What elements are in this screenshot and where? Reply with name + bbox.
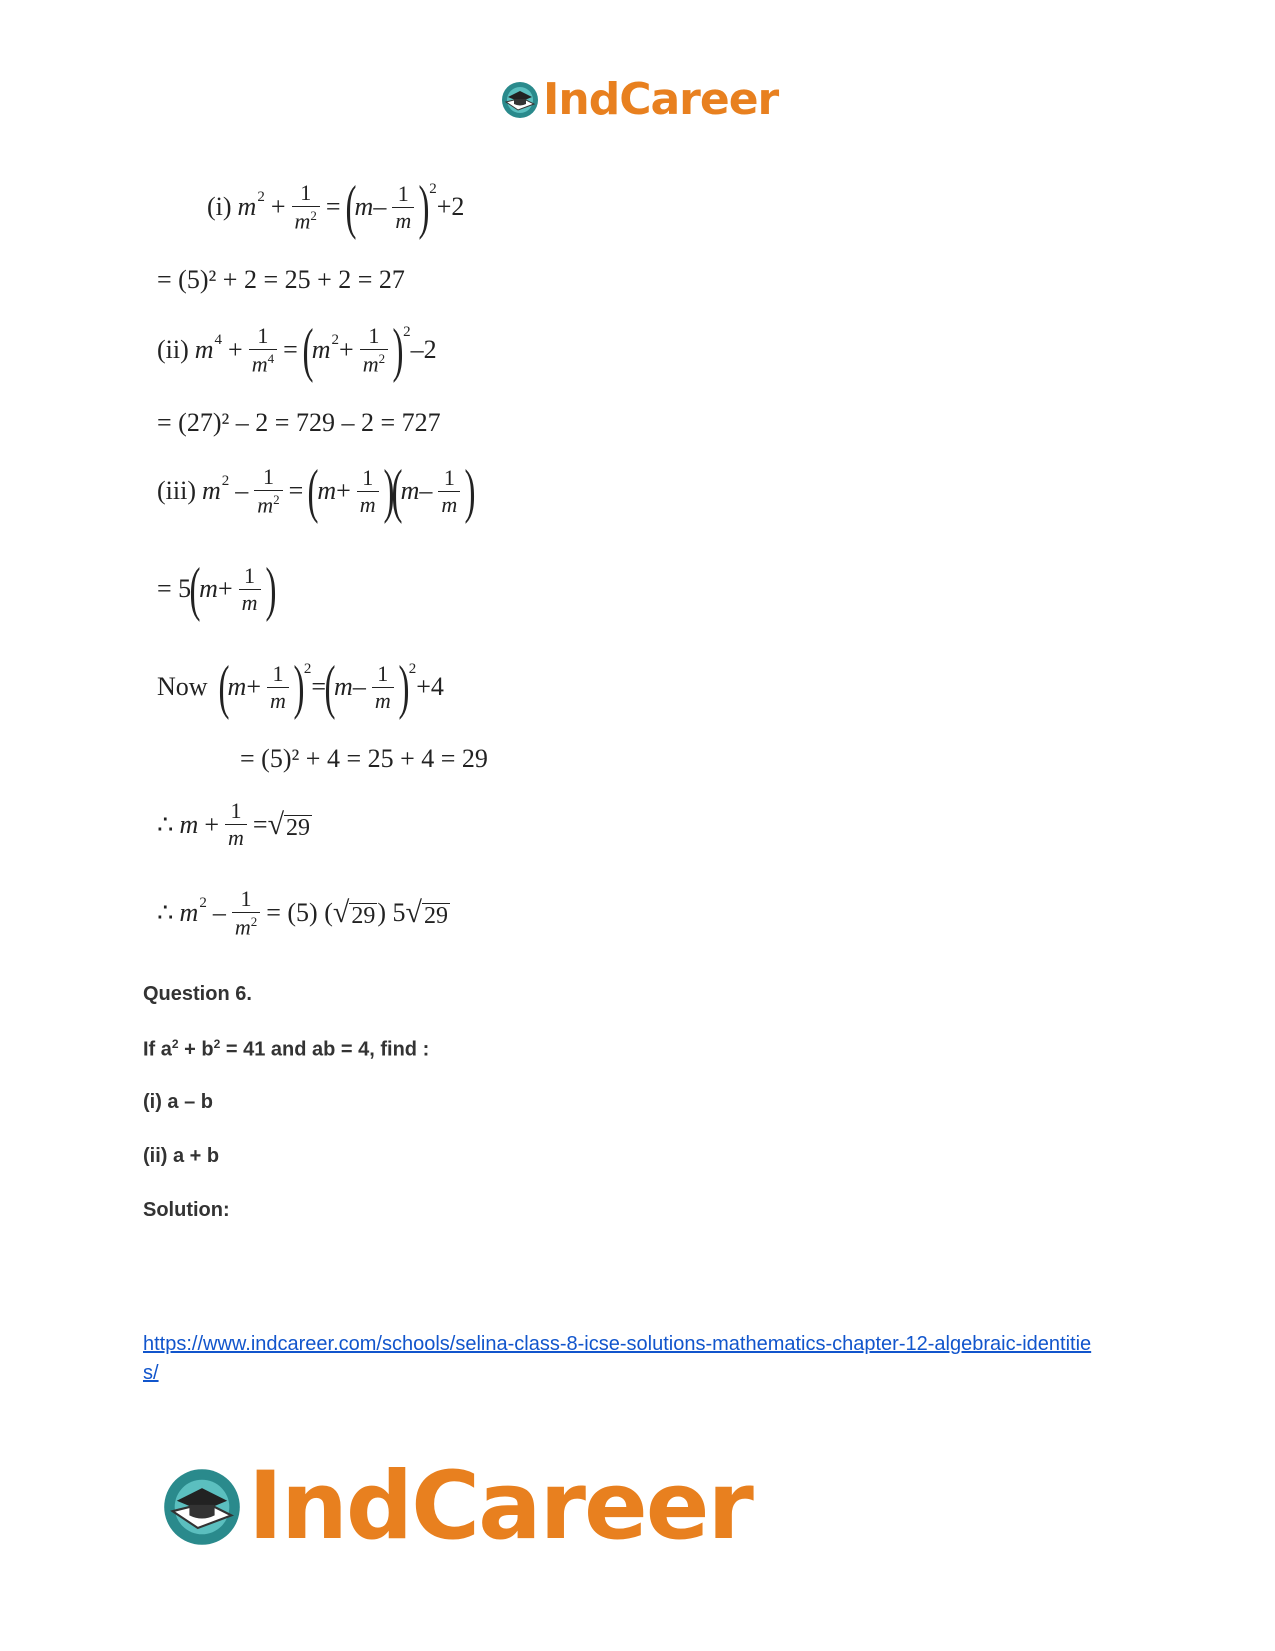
footer-logo bbox=[160, 1452, 752, 1561]
label-ii: (ii) bbox=[157, 335, 189, 364]
math-line-3: (ii) m 4 + $\frac{1}{m^4}$ = ( m 2 + $\frac{1}{m^2}$ ) 2 –2 bbox=[157, 317, 437, 383]
question-part-i: (i) a – b bbox=[143, 1091, 214, 1113]
solution-label: Solution: bbox=[143, 1199, 230, 1221]
now-label: Now bbox=[157, 672, 208, 701]
label-iii: (iii) bbox=[157, 476, 196, 505]
graduation-cap-book-icon bbox=[500, 80, 540, 120]
header-logo bbox=[500, 74, 779, 125]
header-logo-text: IndCareer bbox=[543, 74, 779, 125]
label-i: (i) bbox=[207, 192, 232, 221]
math-line-8: = (5)² + 4 = 25 + 4 = 29 bbox=[240, 744, 488, 773]
footer-logo-text: IndCareer bbox=[248, 1452, 752, 1561]
math-line-6: = 5 ( m + $\frac{1}{m}$ ) bbox=[157, 556, 276, 622]
math-line-9: ∴ m + $\frac{1}{m}$ = √ 29 bbox=[157, 798, 311, 850]
math-line-2: = (5)² + 2 = 25 + 2 = 27 bbox=[157, 265, 405, 294]
math-line-10: ∴ m 2 – $\frac{1}{m^2}$ = (5) ( √ 29 ) 5 √ 29 bbox=[157, 886, 448, 940]
math-line-4: = (27)² – 2 = 729 – 2 = 727 bbox=[157, 408, 441, 437]
math-line-1: (i) m 2 + $\frac{1}{m^2}$ = ( m – $\frac{1}{m}$ ) 2 +2 bbox=[207, 174, 465, 240]
question-statement: If $a^2 + b^2 = 41$ and ab = 4, find : bbox=[143, 1037, 430, 1061]
math-line-7: Now ( m + $\frac{1}{m}$ ) 2 = ( m – $\frac{1}{m}$ ) 2 +4 bbox=[157, 654, 444, 720]
graduation-cap-book-icon bbox=[160, 1465, 244, 1549]
math-line-5: (iii) m 2 – $\frac{1}{m^2}$ = ( m + $\frac{1}{m}$ ) ( m – $\frac{1}{m}$ ) bbox=[157, 458, 476, 524]
question-title: Question 6. bbox=[143, 983, 252, 1005]
question-part-ii: (ii) a + b bbox=[143, 1145, 220, 1167]
footer-url-link[interactable]: https://www.indcareer.com/schools/selina-class-8-icse-solutions-mathematics-chapter-12-algebraic-identities/ bbox=[143, 1333, 1092, 1384]
